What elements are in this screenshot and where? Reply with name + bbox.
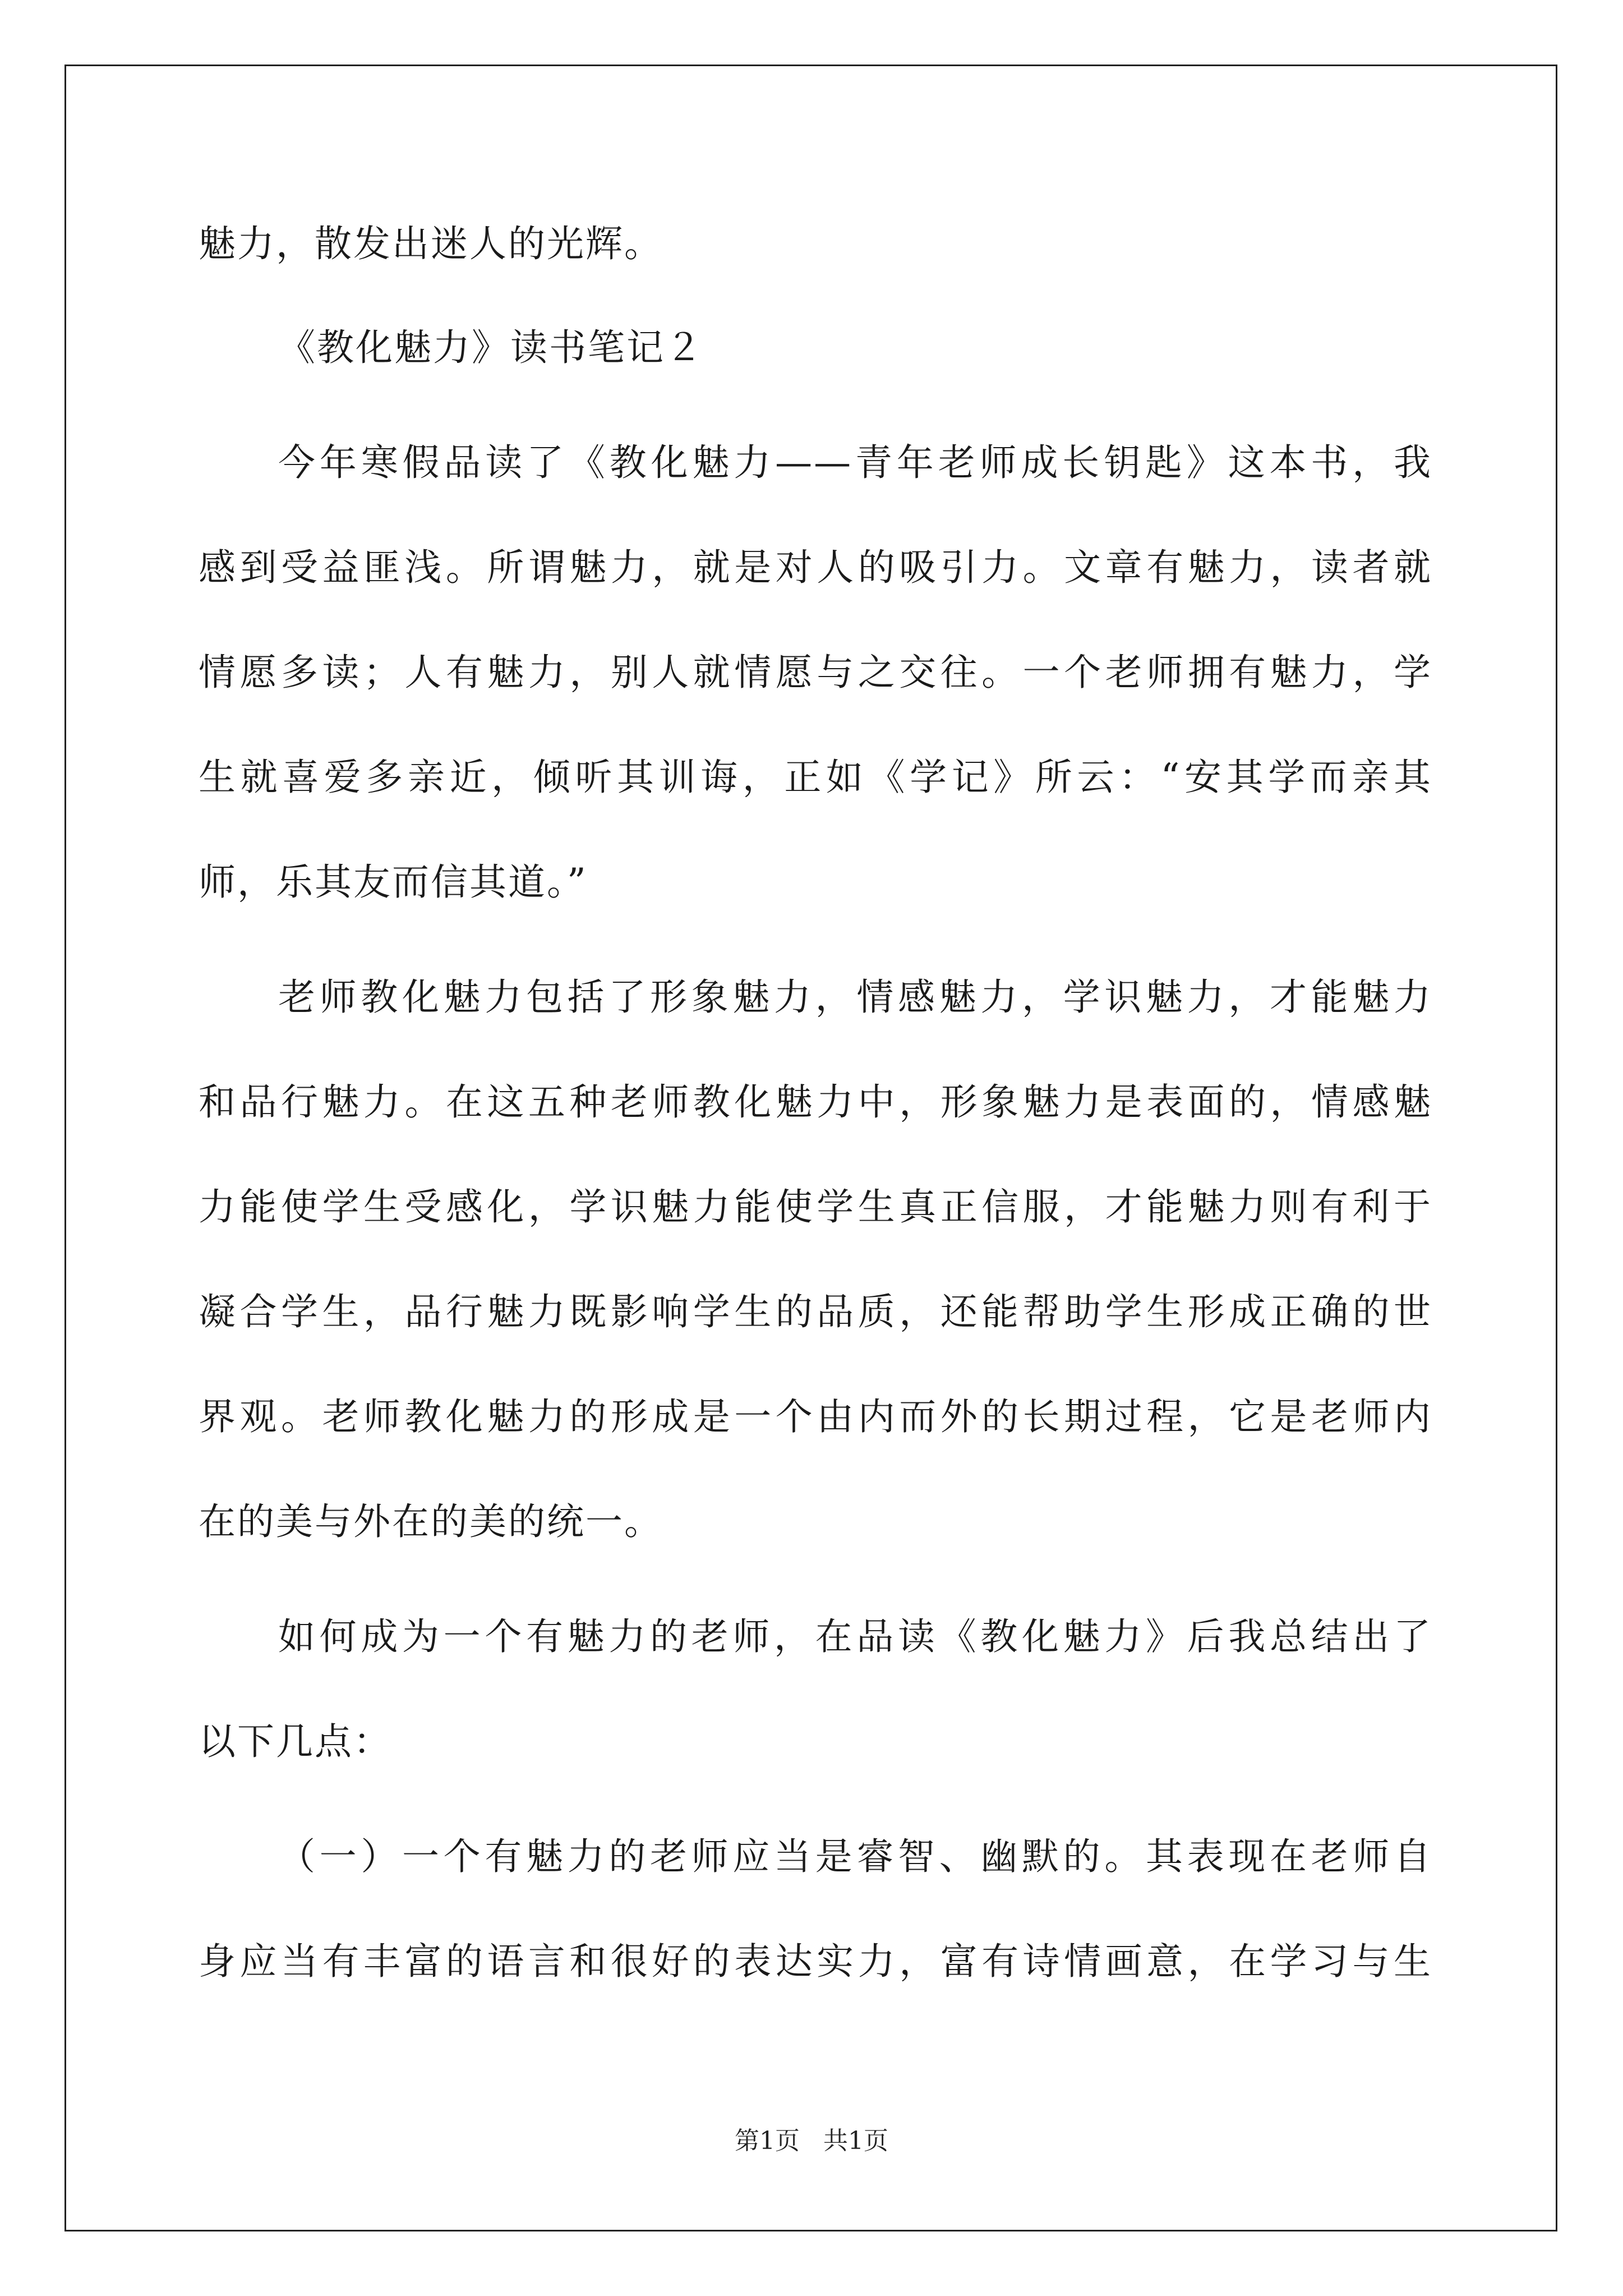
- paragraph-line: 凝合学生，品行魅力既影响学生的品质，还能帮助学生形成正确的世: [199, 1290, 1432, 1333]
- page-number: 第1页 共1页: [735, 2127, 888, 2155]
- paragraph-line: （一）一个有魅力的老师应当是睿智、幽默的。其表现在老师自: [278, 1835, 1432, 1878]
- paragraph-line: 和品行魅力。在这五种老师教化魅力中，形象魅力是表面的，情感魅: [199, 1080, 1432, 1124]
- paragraph-line: 感到受益匪浅。所谓魅力，就是对人的吸引力。文章有魅力，读者就: [199, 546, 1432, 589]
- paragraph-line: 情愿多读；人有魅力，别人就情愿与之交往。一个老师拥有魅力，学: [199, 651, 1432, 694]
- paragraph-line: 魅力，散发出迷人的光辉。: [199, 222, 663, 265]
- paragraph-line: 身应当有丰富的语言和很好的表达实力，富有诗情画意，在学习与生: [199, 1940, 1432, 1983]
- paragraph-line: 生就喜爱多亲近，倾听其训诲，正如《学记》所云：“安其学而亲其: [199, 756, 1432, 799]
- paragraph-line: 师，乐其友而信其道。”: [199, 861, 588, 904]
- paragraph-line: 在的美与外在的美的统一。: [199, 1500, 663, 1543]
- paragraph-line: 如何成为一个有魅力的老师，在品读《教化魅力》后我总结出了: [278, 1615, 1432, 1658]
- paragraph-line: 以下几点：: [199, 1720, 392, 1763]
- paragraph-line: 界观。老师教化魅力的形成是一个由内而外的长期过程，它是老师内: [199, 1395, 1432, 1438]
- paragraph-line: 今年寒假品读了《教化魅力——青年老师成长钥匙》这本书，我: [278, 441, 1432, 484]
- paragraph-line: 老师教化魅力包括了形象魅力，情感魅力，学识魅力，才能魅力: [278, 976, 1432, 1019]
- section-heading: 《教化魅力》读书笔记２: [278, 326, 704, 369]
- page-border: [64, 65, 1557, 2231]
- paragraph-line: 力能使学生受感化，学识魅力能使学生真正信服，才能魅力则有利于: [199, 1185, 1432, 1228]
